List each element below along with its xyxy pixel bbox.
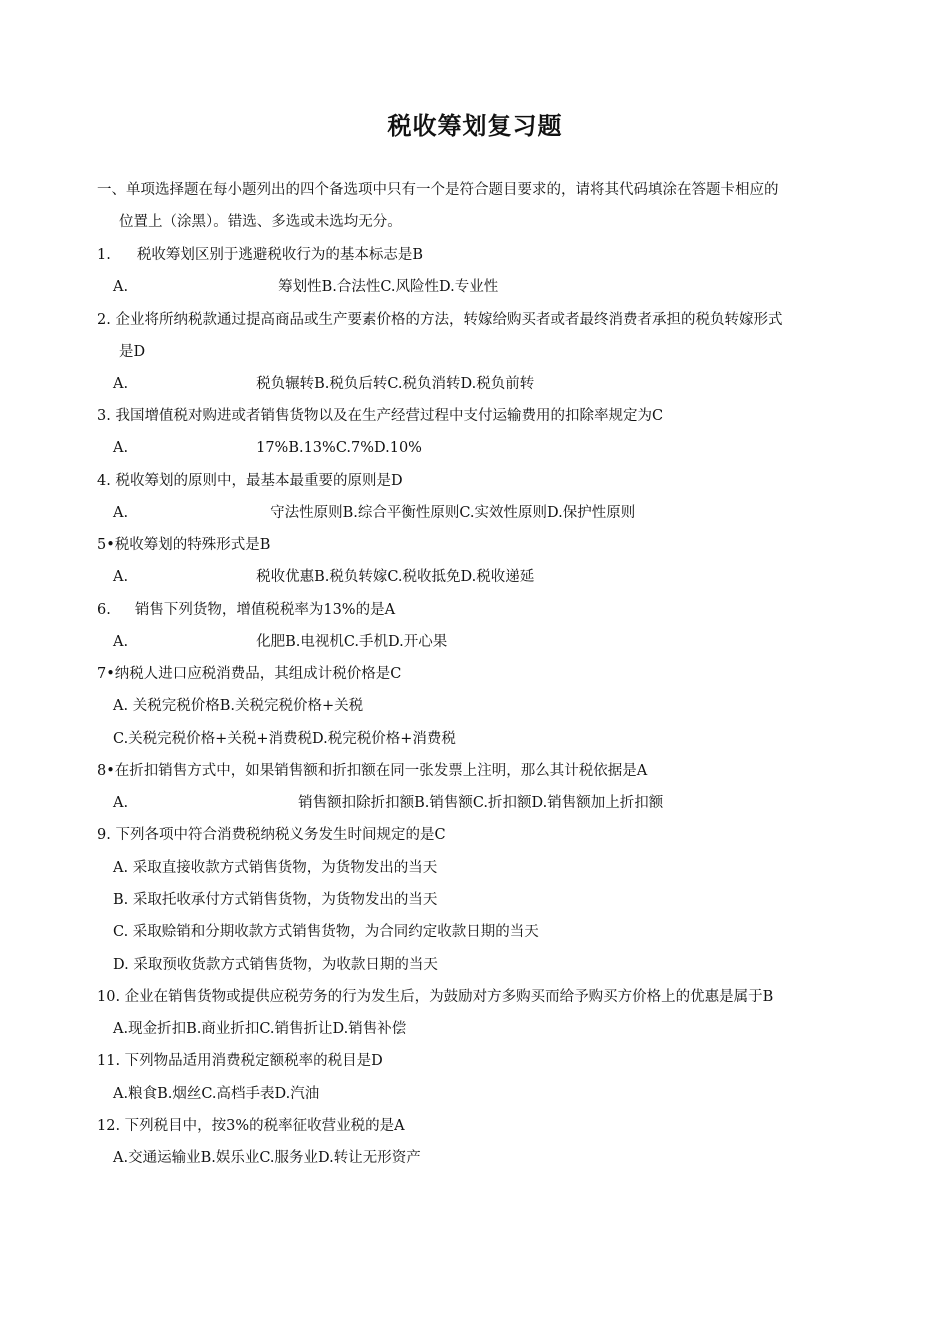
question-1 [97,245,423,265]
question-11-options: A.粮食B.烟丝C.高档手表D.汽油 [113,1086,320,1102]
question-7-options-line-1: A. 关税完税价格B.关税完税价格+关税 [113,698,364,714]
question-7-text: 7•纳税人进口应税消费品，其组成计税价格是C [97,666,402,682]
question-4-option-a-label: A. [113,505,129,521]
question-6-text: 销售下列货物，增值税税率为13%的是A [134,602,396,618]
question-9-option-b: B. 采取托收承付方式销售货物，为货物发出的当天 [113,892,438,908]
question-9-text: 9. 下列各项中符合消费税纳税义务发生时间规定的是C [97,827,446,843]
question-1-options-text: 筹划性B.合法性C.风险性D.专业性 [278,279,499,295]
question-12-text: 12. 下列税目中，按3%的税率征收营业税的是A [97,1118,405,1134]
question-1-options [113,277,498,297]
instruction-line-1: 一、单项选择题在每小题列出的四个备选项中只有一个是符合题目要求的，请将其代码填涂在答题卡相应的 [97,182,779,198]
question-5-option-a-label: A. [113,569,129,585]
question-10-options: A.现金折扣B.商业折扣C.销售折让D.销售补偿 [113,1021,407,1037]
question-4-options [113,503,635,523]
question-1-option-a-label: A. [113,279,129,295]
question-3-options [113,438,422,458]
question-1-number: 1. [97,247,111,263]
question-12-options: A.交通运输业B.娱乐业C.服务业D.转让无形资产 [113,1150,421,1166]
question-2-options [113,374,534,394]
question-10-text: 10. 企业在销售货物或提供应税劳务的行为发生后，为鼓励对方多购买而给予购买方价格上的优惠是属于B [97,989,774,1005]
instruction-line-2: 位置上（涂黑）。错选、多选或未选均无分。 [119,214,402,230]
question-2-text: 2. 企业将所纳税款通过提高商品或生产要素价格的方法，转嫁给购买者或者最终消费者承担的税负转嫁形式 [97,312,783,328]
question-2-option-a-label: A. [113,376,129,392]
question-8-text: 8•在折扣销售方式中，如果销售额和折扣额在同一张发票上注明，那么其计税依据是A [97,763,648,779]
question-8-options [113,793,663,813]
question-7-options-line-2: C.关税完税价格+关税+消费税D.税完税价格+消费税 [113,731,456,747]
question-8-option-a-label: A. [113,795,129,811]
question-3-text: 3. 我国增值税对购进或者销售货物以及在生产经营过程中支付运输费用的扣除率规定为C [97,408,664,424]
question-2-options-text: 税负辗转B.税负后转C.税负消转D.税负前转 [256,376,535,392]
question-6-options [113,632,447,652]
question-2-text-continued: 是D [119,344,146,360]
question-9-option-d: D. 采取预收货款方式销售货物，为收款日期的当天 [113,957,438,973]
question-6 [97,600,395,620]
page-title: 税收筹划复习题 [387,112,563,140]
question-5-text: 5•税收筹划的特殊形式是B [97,537,271,553]
question-11-text: 11. 下列物品适用消费税定额税率的税目是D [97,1053,383,1069]
question-9-option-c: C. 采取赊销和分期收款方式销售货物，为合同约定收款日期的当天 [113,924,539,940]
question-5-options-text: 税收优惠B.税负转嫁C.税收抵免D.税收递延 [256,569,535,585]
question-6-number: 6. [97,602,111,618]
question-9-option-a: A. 采取直接收款方式销售货物，为货物发出的当天 [113,860,438,876]
question-4-options-text: 守法性原则B.综合平衡性原则C.实效性原则D.保护性原则 [270,505,636,521]
question-5-options [113,567,534,587]
question-3-option-a-label: A. [113,440,129,456]
question-4-text: 4. 税收筹划的原则中，最基本最重要的原则是D [97,473,403,489]
question-6-options-text: 化肥B.电视机C.手机D.开心果 [256,634,448,650]
question-1-text: 税收筹划区别于逃避税收行为的基本标志是B [136,247,423,263]
question-3-options-text: 17%B.13%C.7%D.10% [256,440,422,456]
question-8-options-text: 销售额扣除折扣额B.销售额C.折扣额D.销售额加上折扣额 [298,795,664,811]
question-6-option-a-label: A. [113,634,129,650]
